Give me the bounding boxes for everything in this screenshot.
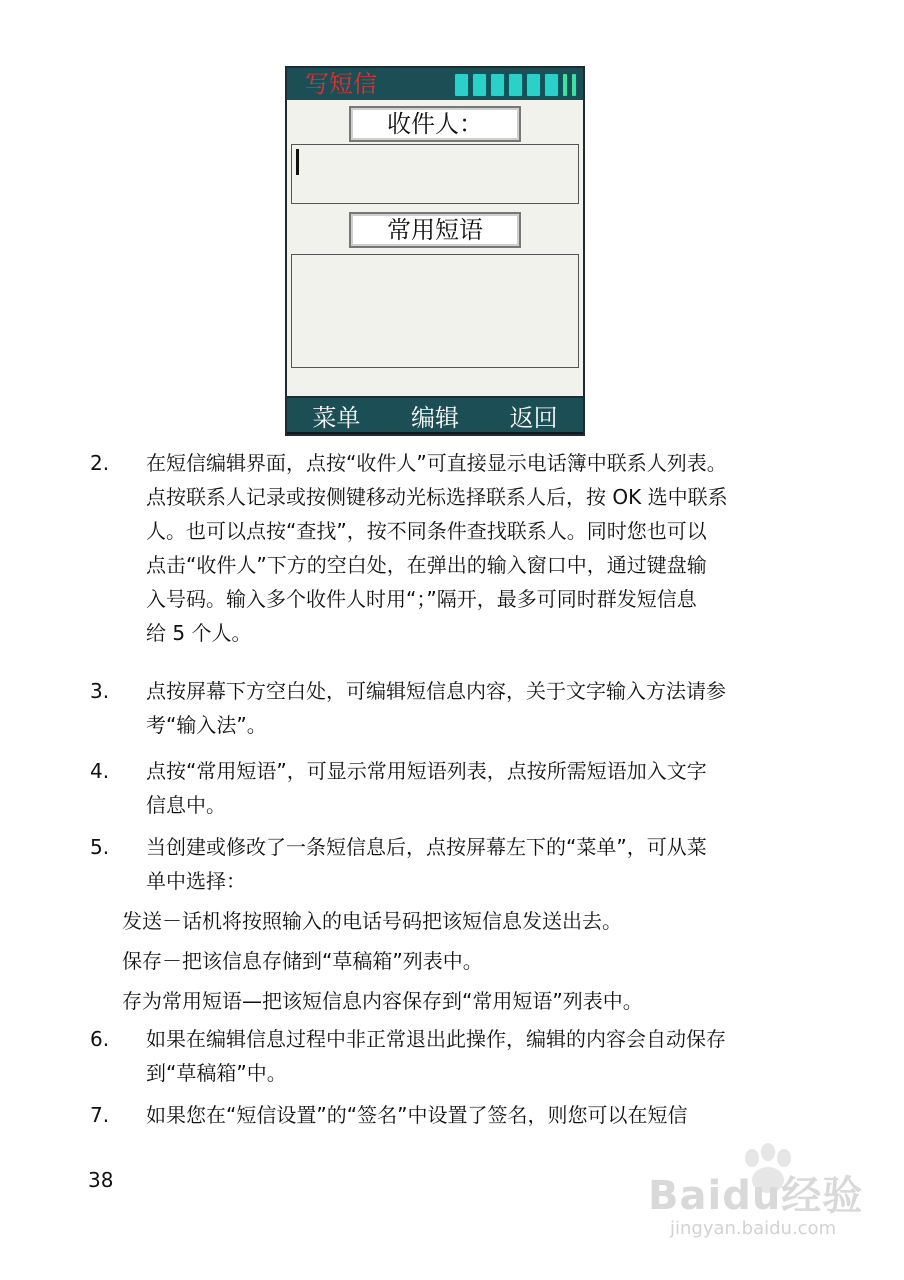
menu-option-save-phrase: 存为常用短语—把该短信息内容保存到“常用短语”列表中。 xyxy=(122,989,643,1013)
softkey-bar xyxy=(287,398,583,432)
menu-option-save: 保存－把该信息存储到“草稿箱”列表中。 xyxy=(122,949,483,973)
compose-area xyxy=(287,100,583,396)
title-bar xyxy=(287,68,583,100)
edit-softkey[interactable]: 编辑 xyxy=(410,403,459,432)
back-softkey[interactable]: 返回 xyxy=(509,403,558,432)
menu-option-send: 发送－话机将按照输入的电话号码把该短信息发送出去。 xyxy=(122,909,622,933)
common-phrases-button[interactable]: 常用短语 xyxy=(349,212,521,248)
recipient-input[interactable] xyxy=(291,144,579,204)
text-cursor xyxy=(296,149,299,175)
page-number: 38 xyxy=(88,1168,114,1192)
message-input[interactable] xyxy=(291,254,579,368)
screen-title: 写短信 xyxy=(305,70,377,98)
phone-screenshot xyxy=(285,66,585,436)
watermark-logo-text: Baidu经验 xyxy=(648,1173,864,1219)
recipient-button[interactable]: 收件人： xyxy=(349,106,521,142)
signal-strength-icon xyxy=(454,73,577,97)
watermark-url: jingyan.baidu.com xyxy=(670,1218,837,1239)
baidu-watermark xyxy=(640,1140,880,1250)
menu-softkey[interactable]: 菜单 xyxy=(312,403,361,432)
